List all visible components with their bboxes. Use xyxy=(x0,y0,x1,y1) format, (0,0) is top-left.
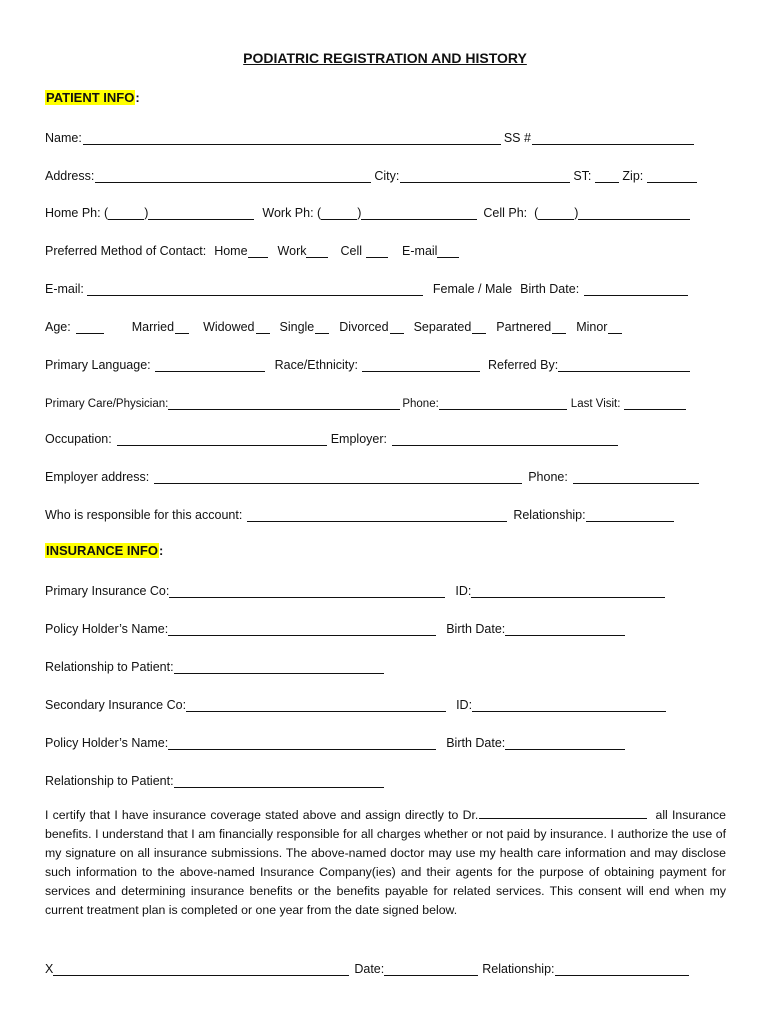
employer-label: Employer: xyxy=(330,432,387,446)
primary-language-field[interactable] xyxy=(155,357,265,372)
contact-work-label: Work xyxy=(277,244,307,258)
relationship-to-patient-2-field[interactable] xyxy=(174,773,384,788)
secondary-insurance-field[interactable] xyxy=(186,697,446,712)
referred-by-label: Referred By: xyxy=(488,358,559,372)
insurance-info-heading xyxy=(45,543,163,558)
relationship-to-patient-2-label: Relationship to Patient: xyxy=(45,774,174,788)
row-primary-care xyxy=(45,390,725,410)
policy-holder-1-birth-field[interactable] xyxy=(505,621,625,636)
occupation-label: Occupation: xyxy=(45,432,112,446)
contact-cell-label: Cell xyxy=(340,244,363,258)
patient-info-colon: : xyxy=(135,90,140,105)
responsible-label: Who is responsible for this account: xyxy=(45,508,243,522)
relationship-to-patient-1-label: Relationship to Patient: xyxy=(45,660,174,674)
race-label: Race/Ethnicity: xyxy=(274,358,358,372)
row-relationship-2 xyxy=(45,768,725,788)
city-label: City: xyxy=(374,169,400,183)
ss-label: SS # xyxy=(503,131,531,145)
row-address xyxy=(45,163,725,183)
patient-info-label: PATIENT INFO xyxy=(46,90,135,105)
email-field[interactable] xyxy=(87,281,423,296)
race-field[interactable] xyxy=(362,357,480,372)
policy-holder-1-label: Policy Holder’s Name: xyxy=(45,622,169,636)
contact-email-label: E-mail xyxy=(402,244,438,258)
responsible-field[interactable] xyxy=(247,507,507,522)
single-label: Single xyxy=(279,320,315,334)
relationship-to-patient-1-field[interactable] xyxy=(174,659,384,674)
name-field[interactable] xyxy=(83,130,501,145)
row-policy-holder-1 xyxy=(45,616,725,636)
gender-label: Female / Male xyxy=(432,282,513,296)
divorced-label: Divorced xyxy=(339,320,389,334)
pcp-phone-field[interactable] xyxy=(439,395,567,410)
primary-insurance-field[interactable] xyxy=(169,583,445,598)
primary-insurance-label: Primary Insurance Co: xyxy=(45,584,170,598)
email-label: E-mail: xyxy=(45,282,84,296)
contact-email-field[interactable] xyxy=(437,243,459,258)
signature-relationship-label: Relationship: xyxy=(482,962,555,976)
signature-x-label: X xyxy=(45,962,54,976)
cell-ph-field[interactable] xyxy=(578,205,690,220)
address-label: Address: xyxy=(45,169,95,183)
married-field[interactable] xyxy=(175,319,189,334)
last-visit-label: Last Visit: xyxy=(570,398,621,410)
policy-holder-1-field[interactable] xyxy=(168,621,436,636)
home-ph-paren: ) xyxy=(144,206,149,220)
row-name xyxy=(45,125,725,145)
policy-holder-2-birth-label: Birth Date: xyxy=(446,736,506,750)
row-responsible xyxy=(45,502,725,522)
cell-ph-paren: ) xyxy=(574,206,579,220)
home-ph-field[interactable] xyxy=(148,205,254,220)
cell-ph-label: Cell Ph: ( xyxy=(483,206,539,220)
primary-care-field[interactable] xyxy=(168,395,400,410)
minor-label: Minor xyxy=(576,320,608,334)
patient-info-heading xyxy=(45,90,140,105)
widowed-field[interactable] xyxy=(256,319,270,334)
row-signature xyxy=(45,956,725,976)
employer-address-label: Employer address: xyxy=(45,470,150,484)
single-field[interactable] xyxy=(315,319,329,334)
secondary-insurance-label: Secondary Insurance Co: xyxy=(45,698,187,712)
st-label: ST: xyxy=(573,169,592,183)
st-field[interactable] xyxy=(595,168,619,183)
age-field[interactable] xyxy=(76,319,104,334)
consent-tail: all Insurance benefits. I understand that I am financially responsible for all charges whether or not paid by insurance. I authorize the use of my signature on all insurance submissions. The above-named doctor may use my health care information and may disclose such information to the above-named Insurance Company(ies) and their agents for the purpose of obtaining payment for services and determining insurance benefits or the benefits payable for related services. This consent will end when my current treatment plan is completed or one year from the date signed below. xyxy=(45,808,726,917)
separated-field[interactable] xyxy=(472,319,486,334)
insurance-info-label: INSURANCE INFO xyxy=(46,543,158,558)
row-primary-insurance xyxy=(45,578,725,598)
employer-field[interactable] xyxy=(392,431,618,446)
referred-by-field[interactable] xyxy=(558,357,690,372)
work-ph-area-field[interactable] xyxy=(321,205,357,220)
city-field[interactable] xyxy=(400,168,570,183)
employer-address-field[interactable] xyxy=(154,469,522,484)
primary-care-label: Primary Care/Physician: xyxy=(45,398,169,410)
married-label: Married xyxy=(131,320,175,334)
birth-date-field[interactable] xyxy=(584,281,688,296)
widowed-label: Widowed xyxy=(203,320,255,334)
row-age-marital xyxy=(45,314,725,334)
doctor-name-field[interactable] xyxy=(479,806,647,819)
row-policy-holder-2 xyxy=(45,730,725,750)
signature-relationship-field[interactable] xyxy=(555,961,689,976)
zip-label: Zip: xyxy=(622,169,644,183)
partnered-label: Partnered xyxy=(496,320,552,334)
birth-date-label: Birth Date: xyxy=(520,282,580,296)
address-field[interactable] xyxy=(95,168,371,183)
pcp-phone-label: Phone: xyxy=(402,398,439,410)
consent-paragraph xyxy=(45,806,726,920)
row-occupation xyxy=(45,426,725,446)
primary-id-label: ID: xyxy=(455,584,472,598)
policy-holder-2-label: Policy Holder’s Name: xyxy=(45,736,169,750)
signature-date-label: Date: xyxy=(354,962,385,976)
consent-lead: I certify that I have insurance coverage stated above and assign directly to Dr. xyxy=(45,808,479,822)
signature-date-field[interactable] xyxy=(384,961,478,976)
employer-phone-label: Phone: xyxy=(528,470,568,484)
age-label: Age: xyxy=(45,320,71,334)
work-ph-field[interactable] xyxy=(361,205,477,220)
divorced-field[interactable] xyxy=(390,319,404,334)
row-employer-address xyxy=(45,464,725,484)
secondary-id-label: ID: xyxy=(456,698,473,712)
occupation-field[interactable] xyxy=(117,431,327,446)
row-preferred-contact xyxy=(45,238,725,258)
responsible-relationship-label: Relationship: xyxy=(513,508,586,522)
employer-phone-field[interactable] xyxy=(573,469,699,484)
separated-label: Separated xyxy=(413,320,472,334)
policy-holder-1-birth-label: Birth Date: xyxy=(446,622,506,636)
cell-ph-area-field[interactable] xyxy=(538,205,574,220)
contact-home-label: Home xyxy=(214,244,248,258)
row-language xyxy=(45,352,725,372)
row-phones xyxy=(45,200,725,220)
row-relationship-1 xyxy=(45,654,725,674)
insurance-info-colon: : xyxy=(158,543,164,558)
home-ph-area-field[interactable] xyxy=(108,205,144,220)
contact-cell-field[interactable] xyxy=(366,243,388,258)
last-visit-field[interactable] xyxy=(624,395,686,410)
signature-field[interactable] xyxy=(53,961,349,976)
primary-id-field[interactable] xyxy=(471,583,665,598)
contact-work-field[interactable] xyxy=(306,243,328,258)
ss-field[interactable] xyxy=(532,130,694,145)
preferred-contact-label: Preferred Method of Contact: xyxy=(45,244,207,258)
primary-language-label: Primary Language: xyxy=(45,358,151,372)
home-ph-label: Home Ph: ( xyxy=(45,206,109,220)
row-email xyxy=(45,276,725,296)
policy-holder-2-field[interactable] xyxy=(168,735,436,750)
policy-holder-2-birth-field[interactable] xyxy=(505,735,625,750)
name-label: Name: xyxy=(45,131,82,145)
minor-field[interactable] xyxy=(608,319,622,334)
zip-field[interactable] xyxy=(647,168,697,183)
partnered-field[interactable] xyxy=(552,319,566,334)
secondary-id-field[interactable] xyxy=(472,697,666,712)
work-ph-paren: ) xyxy=(357,206,362,220)
work-ph-label: Work Ph: ( xyxy=(262,206,322,220)
responsible-relationship-field[interactable] xyxy=(586,507,674,522)
row-secondary-insurance xyxy=(45,692,725,712)
form-title: PODIATRIC REGISTRATION AND HISTORY xyxy=(243,50,527,66)
contact-home-field[interactable] xyxy=(248,243,268,258)
